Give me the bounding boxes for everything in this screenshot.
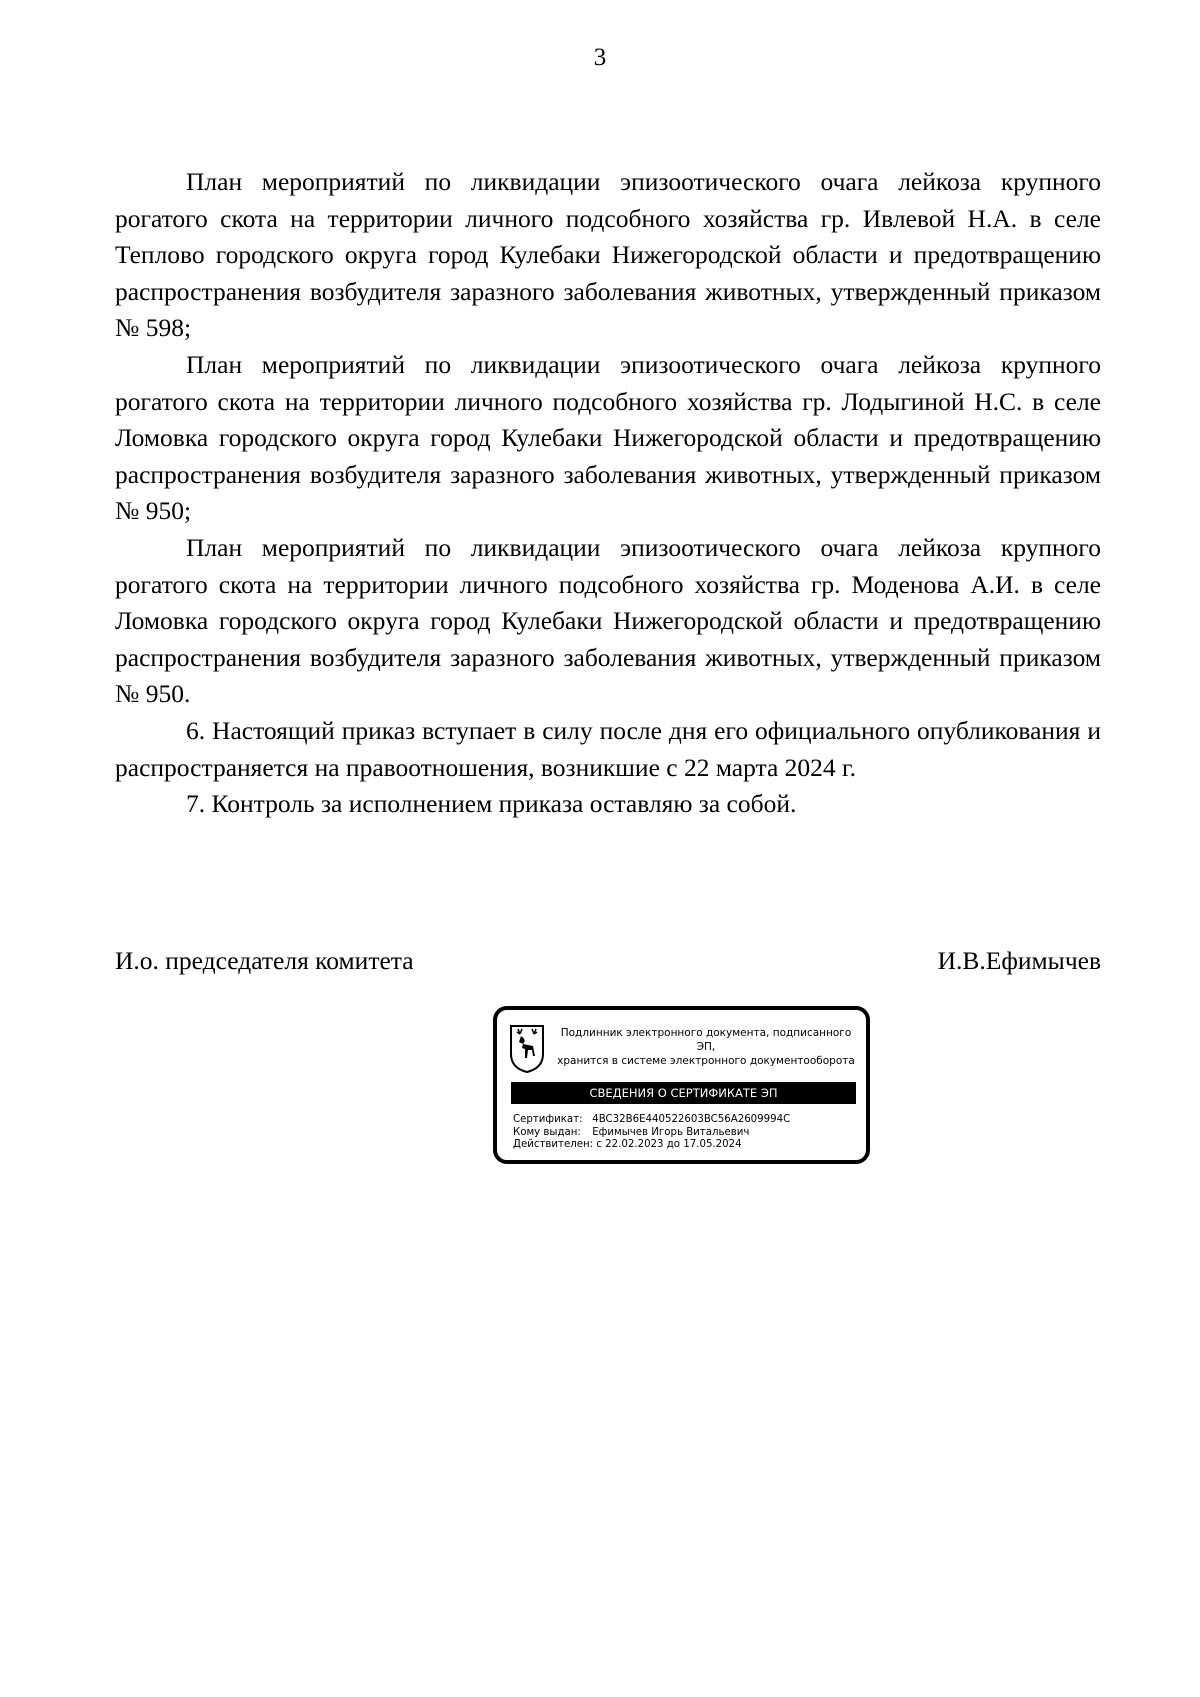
stamp-row-certificate	[513, 1114, 863, 1127]
stamp-header-line-1: Подлинник электронного документа, подписанного ЭП,	[560, 1027, 852, 1053]
stamp-band-title: СВЕДЕНИЯ О СЕРТИФИКАТЕ ЭП	[511, 1082, 856, 1104]
stamp-row-validity	[513, 1139, 863, 1152]
stamp-header	[553, 1026, 859, 1068]
certificate-value: 4BC32B6E440522603BC56A2609994C	[592, 1114, 791, 1125]
paragraph-item-7: 7. Контроль за исполнением приказа оставляю за собой.	[186, 789, 797, 819]
paragraph-plan-modenov: План мероприятий по ликвидации эпизоотического очага лейкоза крупного рогатого скота на территории личного подсобного хозяйства гр. Моденова А.И. в селе Ломовка городского округа город Кулебаки Нижегородской области и предотвращению распространения возбудителя заразного заболевания животных, утвержденный приказом № 950.	[115, 532, 1101, 709]
validity-value: с 22.02.2023 до 17.05.2024	[596, 1139, 742, 1150]
document-body	[115, 164, 1101, 823]
certificate-label: Сертификат:	[513, 1114, 583, 1125]
validity-label: Действителен:	[513, 1139, 594, 1150]
electronic-signature-stamp	[493, 1006, 870, 1164]
paragraph-item-6: 6. Настоящий приказ вступает в силу после дня его официального опубликования и распространяется на правоотношения, возникшие с 22 марта 2024 г.	[115, 715, 1101, 782]
stamp-details	[513, 1114, 863, 1152]
issued-to-value: Ефимычев Игорь Витальевич	[592, 1126, 750, 1138]
paragraph-plan-ivleva: План мероприятий по ликвидации эпизоотического очага лейкоза крупного рогатого скота на территории личного подсобного хозяйства гр. Ивлевой Н.А. в селе Теплово городского округа город Кулебаки Нижегородской области и предотвращению распространения возбудителя заразного заболевания животных, утвержденный приказом № 598;	[115, 167, 1101, 343]
stamp-header-line-2: хранится в системе электронного документооборота	[557, 1055, 855, 1067]
stamp-row-issued-to	[513, 1127, 863, 1140]
signatory-position: И.о. председателя комитета	[115, 946, 414, 975]
paragraph-plan-lodygina: План мероприятий по ликвидации эпизоотического очага лейкоза крупного рогатого скота на территории личного подсобного хозяйства гр. Лодыгиной Н.С. в селе Ломовка городского округа город Кулебаки Нижегородской области и предотвращению распространения возбудителя заразного заболевания животных, утвержденный приказом № 950;	[115, 349, 1101, 526]
deer-emblem-icon	[509, 1024, 545, 1074]
issued-to-label: Кому выдан:	[513, 1126, 581, 1138]
signatory-name: И.В.Ефимычев	[937, 946, 1101, 975]
page-number: 3	[593, 44, 607, 71]
